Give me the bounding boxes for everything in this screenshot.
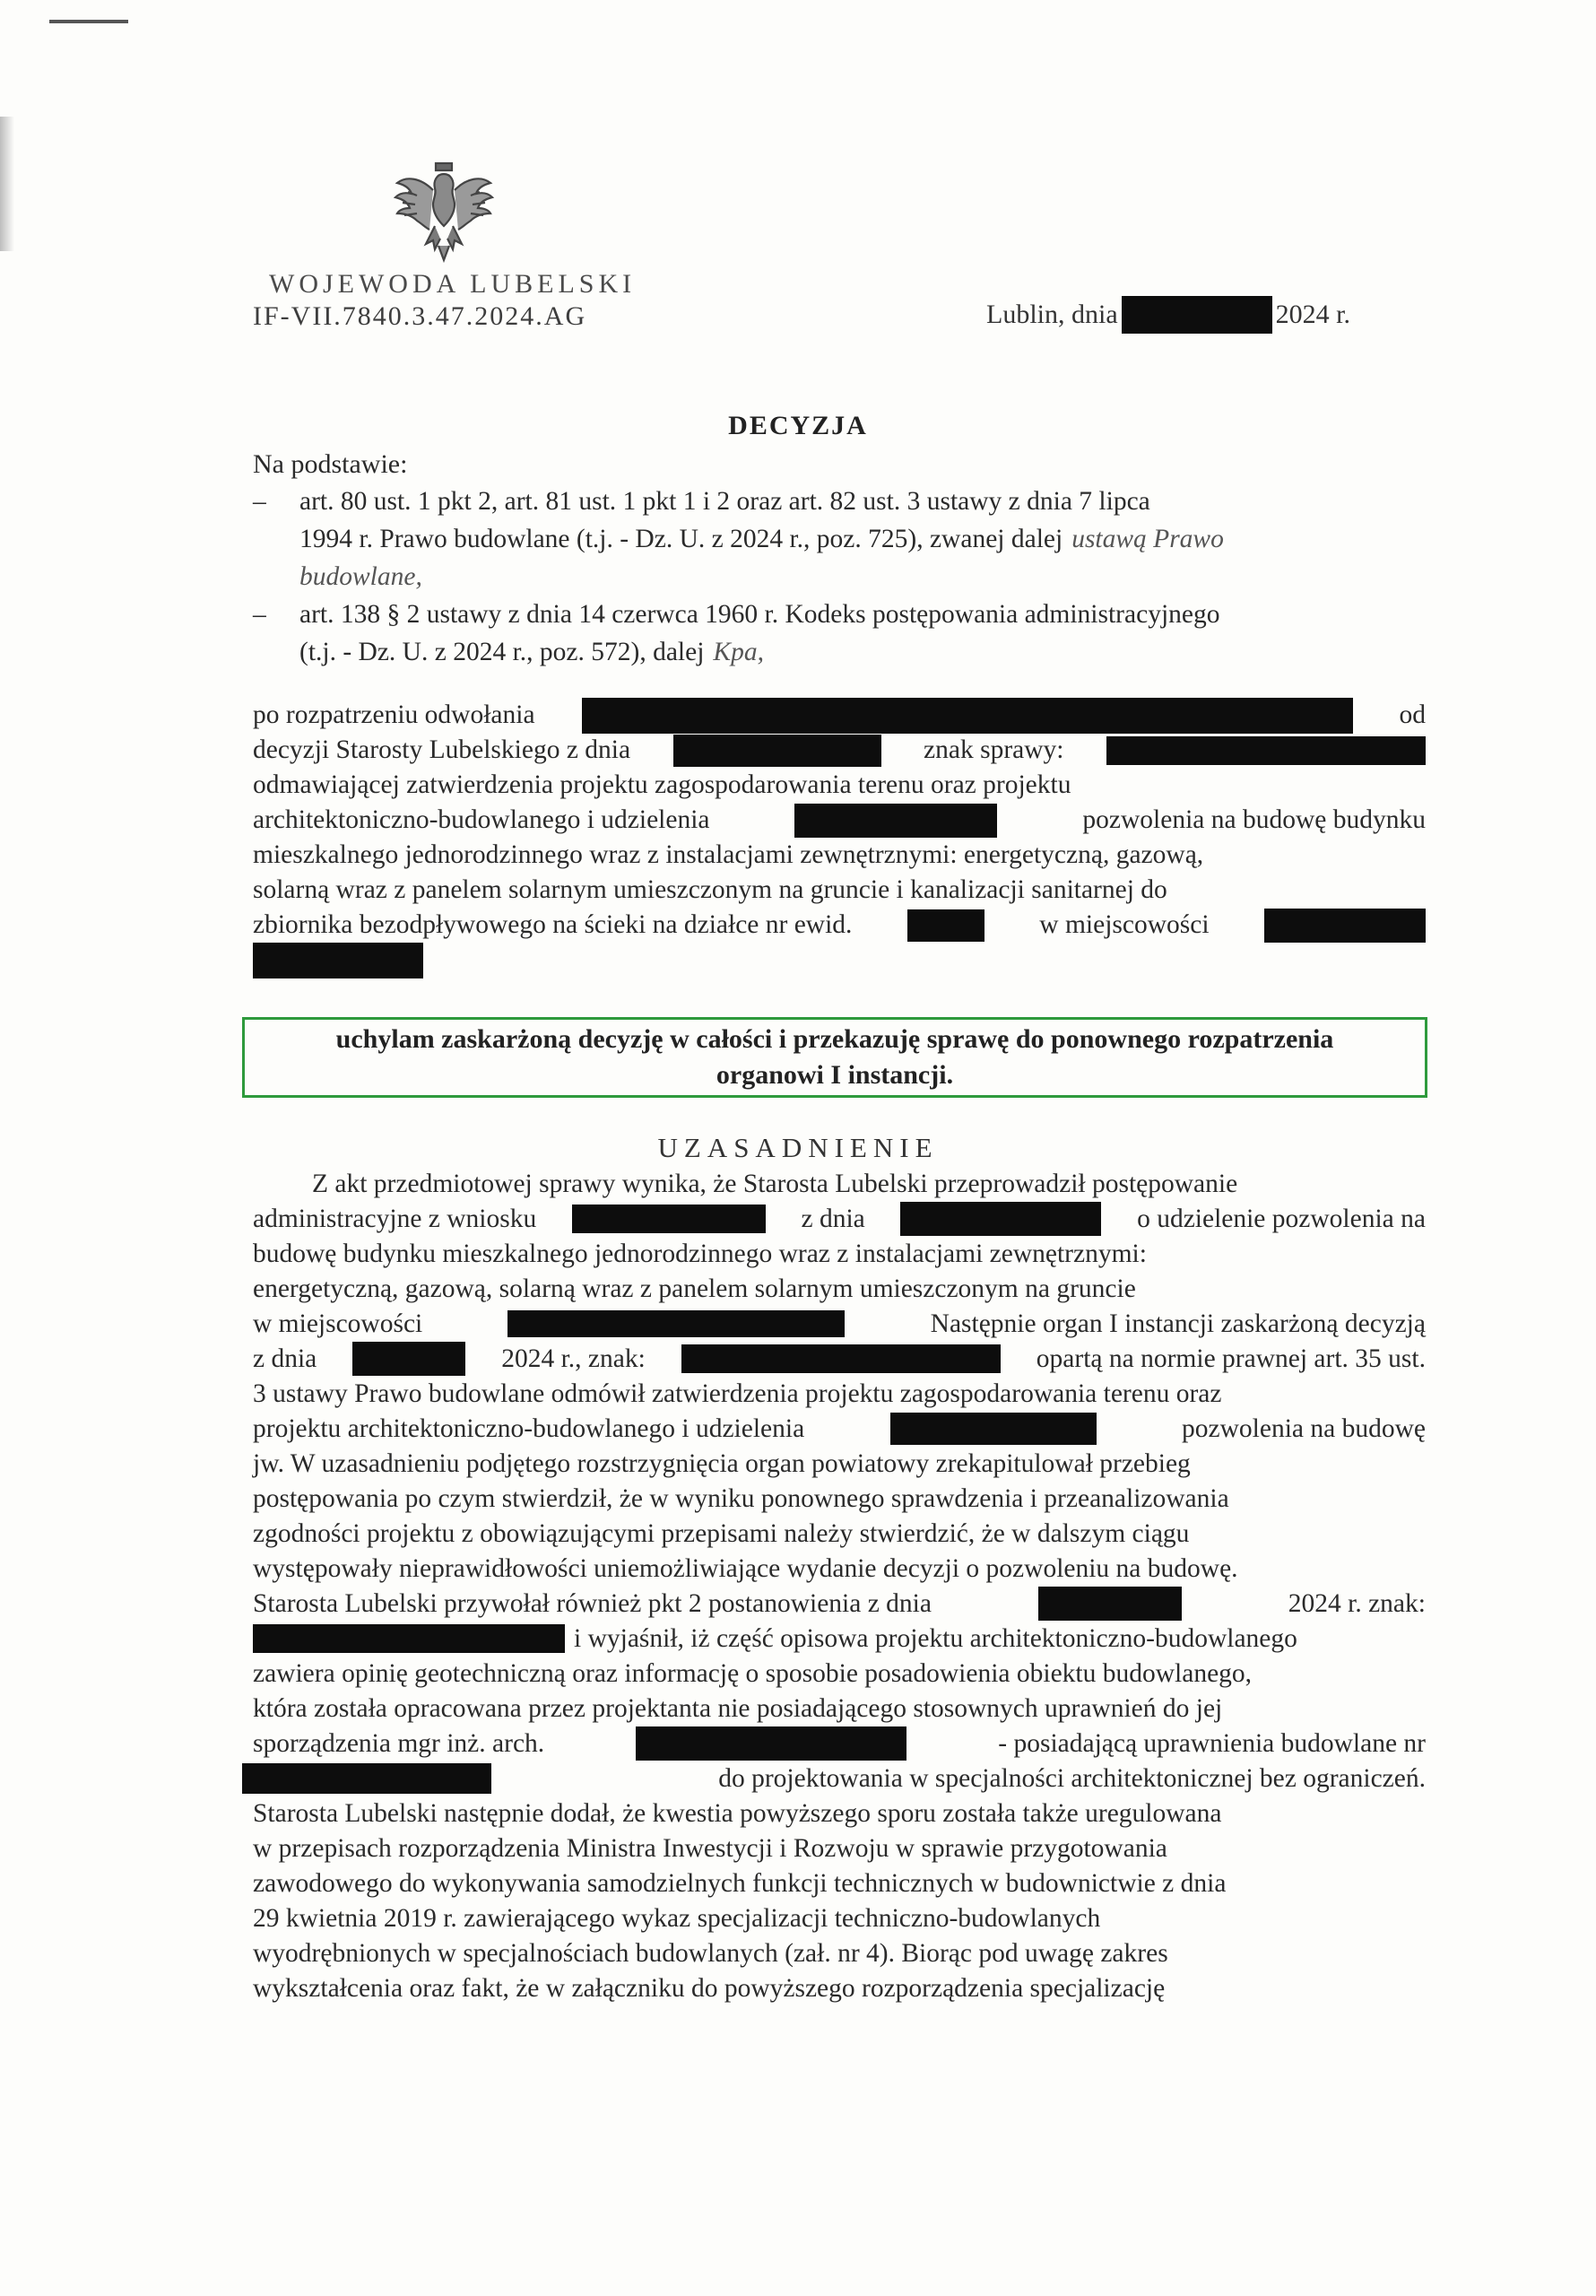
text-line [253, 908, 1426, 943]
text-span: - posiadającą uprawnienia budowlane nr [998, 1728, 1426, 1758]
redacted-designer-name [636, 1726, 906, 1761]
text-span: architektoniczno-budowlanego i udzielenia [253, 805, 710, 834]
text-line: zawodowego do wykonywania samodzielnych funkcji technicznych w budownictwie z dnia [253, 1868, 1227, 1898]
text-span: do projektowania w specjalności architektonicznej bez ograniczeń. [718, 1763, 1426, 1793]
text-span: z dnia [253, 1344, 317, 1373]
basis-line: art. 138 § 2 ustawy z dnia 14 czerwca 1960 r. Kodeks postępowania administracyjnego [299, 600, 1220, 629]
scan-mark [49, 20, 128, 23]
date-suffix: 2024 r. [1275, 300, 1350, 329]
eagle-emblem-icon [390, 160, 498, 265]
basis-text: 1994 r. Prawo budowlane (t.j. - Dz. U. z 2024 r., poz. 725), zwanej dalej [299, 525, 1063, 553]
basis-line [299, 633, 1426, 671]
text-line: solarną wraz z panelem solarnym umieszczonym na gruncie i kanalizacji sanitarnej do [253, 875, 1167, 904]
document-title: DECYZJA [728, 411, 868, 440]
text-line: w przepisach rozporządzenia Ministra Inwestycji i Rozwoju w sprawie przygotowania [253, 1833, 1167, 1863]
redacted-appellant [582, 698, 1353, 734]
basis-italic-text: Kpa, [713, 638, 764, 666]
text-line [253, 1341, 1426, 1376]
text-span: z dnia [801, 1204, 865, 1233]
text-line: 3 ustawy Prawo budowlane odmówił zatwierdzenia projektu zagospodarowania terenu oraz [253, 1378, 1222, 1408]
text-line: Z akt przedmiotowej sprawy wynika, że Starosta Lubelski przeprowadził postępowanie [312, 1169, 1238, 1198]
text-line: zgodności projektu z obowiązującymi przepisami należy stwierdzić, że w dalszym ciągu [253, 1518, 1190, 1548]
text-line [253, 1621, 1426, 1656]
redacted-case-number [253, 1624, 565, 1653]
text-span: decyzji Starosty Lubelskiego z dnia [253, 735, 631, 764]
redacted-locality [507, 1310, 845, 1337]
text-line: energetyczną, gazową, solarną wraz z panelem solarnym umieszczonym na gruncie [253, 1274, 1136, 1303]
justification-title: UZASADNIENIE [657, 1132, 939, 1163]
text-span: opartą na normie prawnej art. 35 ust. [1036, 1344, 1426, 1373]
text-span: 2024 r., znak: [501, 1344, 646, 1373]
text-span: Następnie organ I instancji zaskarżoną decyzją [930, 1309, 1426, 1338]
text-span: w miejscowości [253, 1309, 423, 1338]
redacted-date [1122, 296, 1272, 334]
redacted-licence-number [242, 1763, 491, 1794]
justification-paragraph [253, 1166, 1426, 2005]
text-line: mieszkalnego jednorodzinnego wraz z instalacjami zewnętrznymi: energetyczną, gazową, [253, 840, 1204, 869]
issuing-authority: WOJEWODA LUBELSKI [269, 269, 637, 299]
text-line: budowę budynku mieszkalnego jednorodzinnego wraz z instalacjami zewnętrznymi: [253, 1239, 1147, 1268]
consideration-paragraph [253, 698, 1426, 978]
text-span: 2024 r. znak: [1288, 1588, 1426, 1618]
text-line [253, 733, 1426, 768]
text-span: sporządzenia mgr inż. arch. [253, 1728, 545, 1758]
list-dash: – [253, 487, 266, 516]
text-line [253, 1726, 1426, 1761]
text-line: wykształcenia oraz fakt, że w załączniku do powyższego rozporządzenia specjalizację [253, 1973, 1166, 2003]
text-line [253, 1586, 1426, 1621]
text-line [253, 1306, 1426, 1341]
basis-item-1 [253, 483, 1426, 596]
redacted-parcel-number [907, 909, 984, 942]
redacted-date [1038, 1587, 1182, 1621]
text-span: projektu architektoniczno-budowlanego i udzielenia [253, 1413, 805, 1443]
text-line: 29 kwietnia 2019 r. zawierającego wykaz specjalizacji techniczno-budowlanych [253, 1903, 1101, 1933]
basis-line: art. 80 ust. 1 pkt 2, art. 81 ust. 1 pkt 1 i 2 oraz art. 82 ust. 3 ustawy z dnia 7 lipca [299, 487, 1150, 516]
text-line: występowały nieprawidłowości uniemożliwiające wydanie decyzji o pozwoleniu na budowę. [253, 1553, 1238, 1583]
text-line [253, 1761, 1426, 1796]
decision-line: organowi I instancji. [716, 1060, 954, 1090]
text-line: Starosta Lubelski następnie dodał, że kwestia powyższego sporu została także uregulowana [253, 1798, 1222, 1828]
text-line: jw. W uzasadnieniu podjętego rozstrzygnięcia organ powiatowy zrekapitulował przebieg [253, 1448, 1191, 1478]
text-line [253, 1201, 1426, 1236]
text-span: zbiornika bezodpływowego na ścieki na działce nr ewid. [253, 910, 853, 939]
basis-item-2 [253, 596, 1426, 671]
redacted-text [890, 1413, 1097, 1445]
text-span: pozwolenia na budowę budynku [1082, 805, 1426, 834]
text-span: i wyjaśnił, iż część opisowa projektu architektoniczno-budowlanego [574, 1623, 1297, 1653]
text-span: Starosta Lubelski przywołał również pkt 2 postanowienia z dnia [253, 1588, 932, 1618]
text-span: od [1399, 700, 1426, 729]
basis-italic-text: ustawą Prawo [1071, 525, 1224, 553]
text-line: która została opracowana przez projektanta nie posiadającego stosownych uprawnień do jej [253, 1693, 1223, 1723]
redacted-text [794, 804, 997, 838]
reference-number: IF-VII.7840.3.47.2024.AG [253, 301, 587, 331]
redacted-date [900, 1202, 1101, 1236]
scan-shadow [0, 117, 14, 251]
basis-text: (t.j. - Dz. U. z 2024 r., poz. 572), dalej [299, 638, 705, 666]
redacted-locality-cont [253, 943, 423, 978]
text-line [253, 803, 1426, 838]
redacted-case-number [1106, 736, 1426, 765]
text-span: po rozpatrzeniu odwołania [253, 700, 535, 729]
list-dash: – [253, 600, 266, 629]
text-line: zawiera opinię geotechniczną oraz informację o sposobie posadowienia obiektu budowlanego, [253, 1658, 1253, 1688]
text-span: administracyjne z wniosku [253, 1204, 537, 1233]
text-line [253, 1411, 1426, 1446]
redacted-applicant [572, 1205, 766, 1233]
text-line [253, 698, 1426, 733]
basis-intro: Na podstawie: [253, 449, 408, 479]
text-line: postępowania po czym stwierdził, że w wyniku ponownego sprawdzenia i przeanalizowania [253, 1483, 1229, 1513]
decision-box [242, 1017, 1427, 1098]
text-span: pozwolenia na budowę [1182, 1413, 1426, 1443]
decision-line: uchylam zaskarżoną decyzję w całości i przekazuję sprawę do ponownego rozpatrzenia [335, 1024, 1334, 1054]
text-span: w miejscowości [1039, 910, 1210, 939]
redacted-date [352, 1342, 465, 1376]
text-line: odmawiającej zatwierdzenia projektu zagospodarowania terenu oraz projektu [253, 770, 1071, 799]
basis-line [299, 520, 1426, 558]
date-prefix: Lublin, dnia [986, 300, 1118, 329]
redacted-date [673, 735, 881, 767]
text-line [253, 943, 1426, 978]
redacted-locality [1264, 909, 1426, 943]
redacted-case-number [681, 1344, 1001, 1373]
text-line: wyodrębnionych w specjalnościach budowlanych (zał. nr 4). Biorąc pod uwagę zakres [253, 1938, 1168, 1968]
date-line [986, 296, 1350, 334]
text-span: znak sprawy: [924, 735, 1064, 764]
text-span: o udzielenie pozwolenia na [1137, 1204, 1426, 1233]
basis-line: budowlane, [299, 562, 422, 591]
